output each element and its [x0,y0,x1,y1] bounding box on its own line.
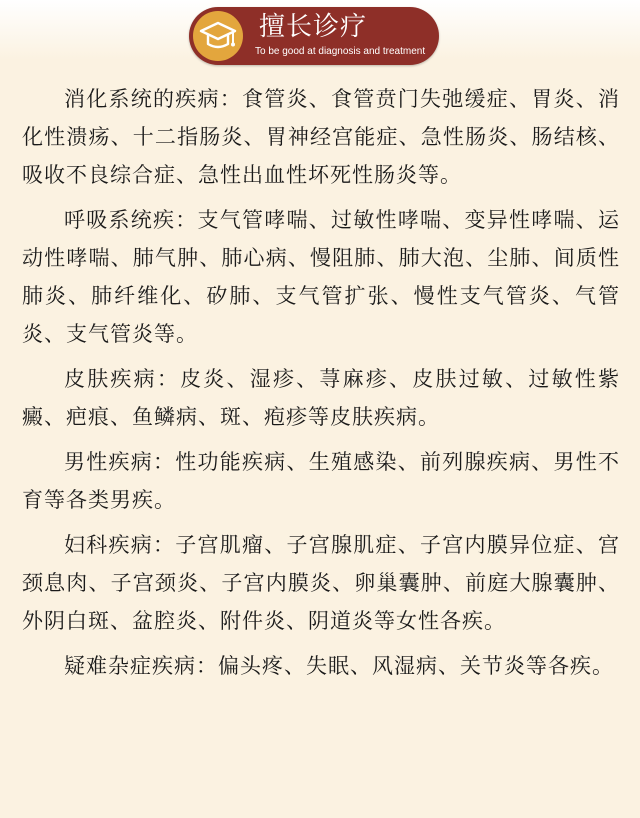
graduation-cap-icon [199,19,237,53]
paragraph-skin: 皮肤疾病：皮炎、湿疹、荨麻疹、皮肤过敏、过敏性紫癜、疤痕、鱼鳞病、斑、疱疹等皮肤疾病。 [22,367,620,429]
paragraph-male: 男性疾病：性功能疾病、生殖感染、前列腺疾病、男性不育等各类男疾。 [22,450,620,512]
paragraph-difficult: 疑难杂症疾病：偏头疼、失眠、风湿病、关节炎等各疾。 [64,654,614,678]
paragraph-respiratory: 呼吸系统疾：支气管哮喘、过敏性哮喘、变异性哮喘、运动性哮喘、肺气肿、肺心病、慢阻肺、肺大泡、尘肺、间质性肺炎、肺纤维化、矽肺、支气管扩张、慢性支气管炎、气管炎、支气管炎等。 [22,208,620,346]
banner-icon-badge [193,11,243,61]
section-banner [189,7,439,65]
paragraph-gynecology: 妇科疾病：子宫肌瘤、子宫腺肌症、子宫内膜异位症、宫颈息肉、子宫颈炎、子宫内膜炎、卵巢囊肿、前庭大腺囊肿、外阴白斑、盆腔炎、附件炎、阴道炎等女性各疾。 [22,533,620,633]
page-subtitle: To be good at diagnosis and treatment [255,46,426,57]
page-title: 擅长诊疗 [259,12,368,42]
paragraph-digestive: 消化系统的疾病：食管炎、食管贲门失弛缓症、胃炎、消化性溃疡、十二指肠炎、胃神经宫能症、急性肠炎、肠结核、吸收不良综合症、急性出血性坏死性肠炎等。 [22,87,620,187]
treatment-list [22,80,620,692]
